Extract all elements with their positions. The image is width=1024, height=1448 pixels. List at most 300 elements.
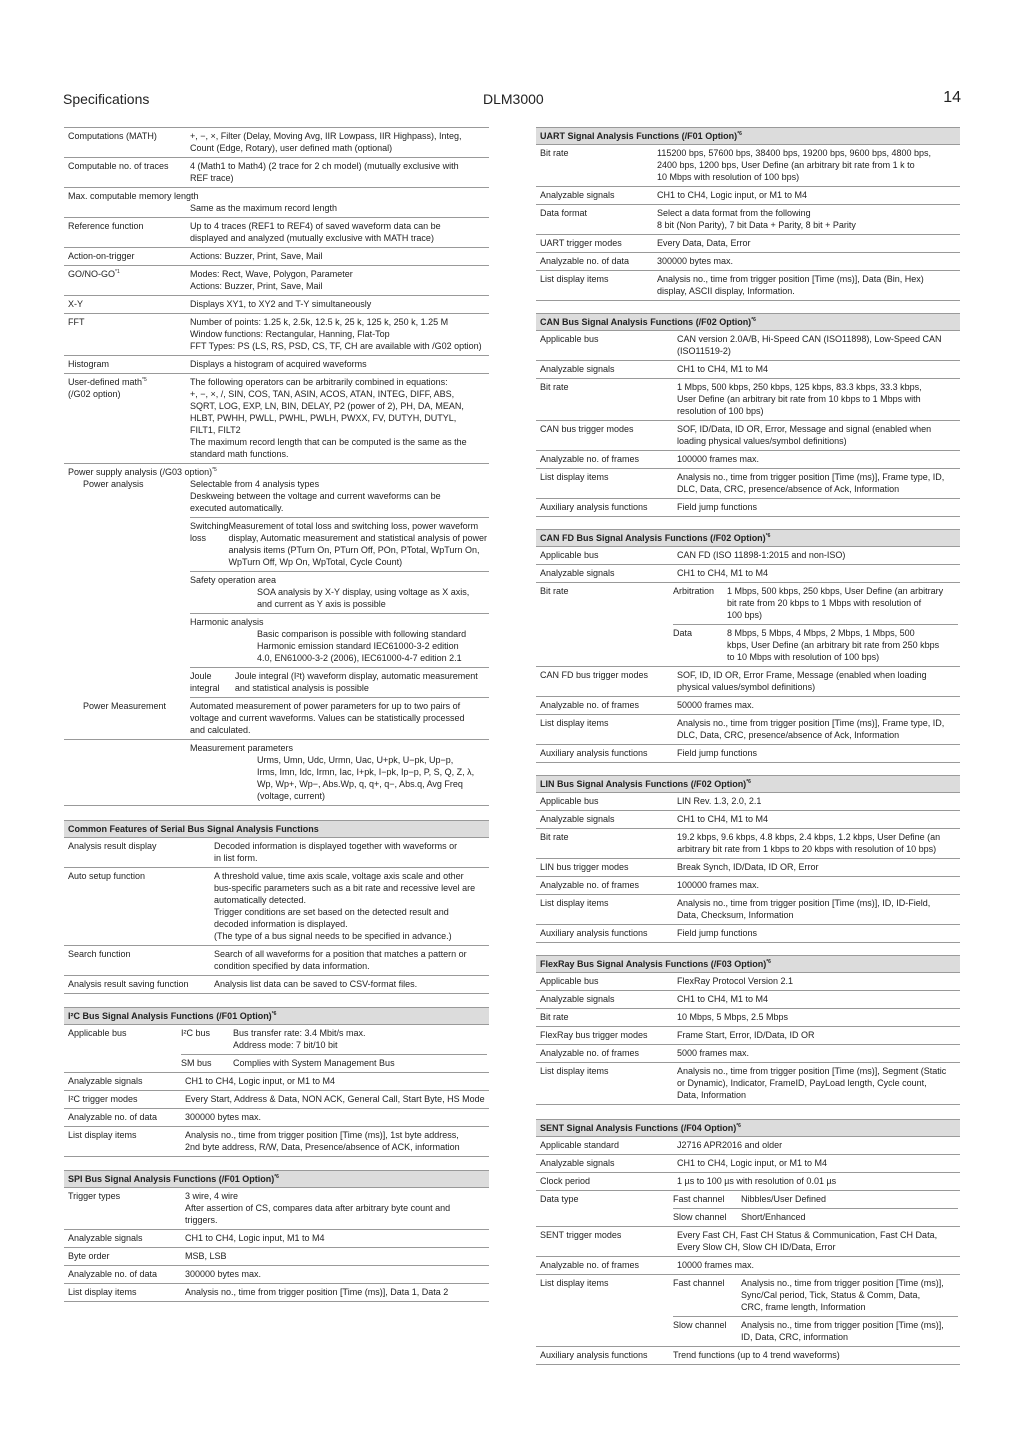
spec-row [536, 421, 960, 451]
sub-row [673, 1209, 958, 1226]
spec-key [536, 567, 677, 579]
spec-row [536, 565, 960, 583]
spec-key-text: I²C trigger modes [68, 1094, 138, 1104]
spec-key-text: List display items [540, 898, 609, 908]
spec-row [536, 253, 960, 271]
spi-section [64, 1170, 489, 1302]
spec-key-text: GO/NO-GO [68, 269, 115, 279]
spec-key [536, 333, 677, 357]
spec-value: 115200 bps, 57600 bps, 38400 bps, 19200 bps, 9600 bps, 4800 bps, 2400 bps, 1200 bps, User Define (an arbitrary bit rate from 1 k to 10 Mbps with resolution of 100 bps) [657, 148, 932, 182]
page-number: 14 [943, 89, 961, 106]
spec-row [536, 379, 960, 421]
spec-value: CAN FD (ISO 11898-1:2015 and non-ISO) [677, 550, 846, 560]
spec-key [64, 316, 190, 352]
spec-key-text: Analyzable no. of frames [540, 700, 640, 710]
power-analysis-block [64, 464, 489, 517]
harmonic-label: Harmonic analysis [190, 617, 264, 627]
left-column [64, 127, 489, 1302]
spec-key: Auxiliary analysis functions [540, 1350, 648, 1360]
spec-key [64, 1111, 185, 1123]
spec-row [64, 838, 489, 868]
spec-key-text: Auxiliary analysis functions [540, 748, 648, 758]
spec-row [64, 374, 489, 464]
spec-row [64, 356, 489, 374]
spec-value: CAN version 2.0A/B, Hi-Speed CAN (ISO11898), Low-Speed CAN (ISO11519-2) [677, 334, 942, 356]
spec-key: Max. computable memory length [68, 191, 199, 201]
spec-key [536, 189, 657, 201]
spec-key-text: Trigger types [68, 1191, 121, 1201]
spec-value: MSB, LSB [185, 1251, 227, 1261]
spec-key-text: Applicable bus [540, 550, 599, 560]
spec-key-text: Analysis result saving function [68, 979, 189, 989]
spec-value: 5000 frames max. [677, 1048, 750, 1058]
section-heading: CAN FD Bus Signal Analysis Functions (/F02 Option) [540, 533, 766, 543]
spec-row [536, 451, 960, 469]
spec-key-text: Analyzable no. of frames [540, 1048, 640, 1058]
spec-value: Every Fast CH, Fast CH Status & Communication, Fast CH Data, Every Slow CH, Slow CH ID/Data, Error [677, 1230, 938, 1252]
spec-value: Number of points: 1.25 k, 2.5k, 12.5 k, 25 k, 125 k, 250 k, 1.25 M Window functions: Rectangular, Hanning, Flat-Top FFT Types: PS (LS, RS, PSD, CS, TF, CH are available with /G02 option) [190, 317, 482, 351]
spec-value: Field jump functions [677, 928, 758, 938]
sub-value: Analysis no., time from trigger position [Time (ms)], Sync/Cal period, Tick, Status & Comm, Data, CRC, frame length, Information [741, 1278, 944, 1312]
spec-row [64, 1230, 489, 1248]
spec-key [64, 358, 190, 370]
spec-key [64, 1129, 185, 1153]
spec-key-text: X-Y [68, 299, 84, 309]
spec-key-text: Analyzable no. of data [68, 1112, 158, 1122]
spec-key [64, 298, 190, 310]
section-heading: I²C Bus Signal Analysis Functions (/F01 Option) [68, 1011, 272, 1021]
sub-row [181, 1055, 487, 1072]
spec-value: Select a data format from the following 8 bit (Non Parity), 7 bit Data + Parity, 8 bit + Parity [657, 208, 856, 230]
footnote-mark: *5 [212, 467, 217, 473]
spec-row [536, 895, 960, 925]
footnote-mark: *6 [766, 959, 771, 965]
spec-key-text: Analyzable no. of frames [540, 880, 640, 890]
spec-value: LIN Rev. 1.3, 2.0, 2.1 [677, 796, 762, 806]
computation-section [64, 127, 489, 806]
joule-label: Joule integral [190, 671, 220, 693]
sub-key: Slow channel [673, 1320, 727, 1330]
spec-row [64, 314, 489, 356]
harmonic-text: Basic comparison is possible with following standard Harmonic emission standard IEC61000-3-2 edition 4.0, EN61000-3-2 (2006), IEC61000-4-7 edition 2.1 [257, 629, 467, 663]
spec-value: 300000 bytes max. [185, 1269, 262, 1279]
sub-key: Slow channel [673, 1212, 727, 1222]
spec-value: Break Synch, ID/Data, ID OR, Error [677, 862, 819, 872]
spec-key-text: FlexRay bus trigger modes [540, 1030, 648, 1040]
spec-row [536, 925, 960, 943]
spec-key [536, 1229, 677, 1253]
spec-key-text: Applicable bus [540, 334, 599, 344]
spec-row [536, 1257, 960, 1275]
spec-value: 1 Mbps, 500 kbps, 250 kbps, 125 kbps, 83.3 kbps, 33.3 kbps, User Define (an arbitrary bit rate from 10 kbps to 1 Mbps with resolution of 100 bps) [677, 382, 922, 416]
spec-key [64, 268, 190, 292]
spec-row [64, 1248, 489, 1266]
spec-key [536, 363, 677, 375]
spec-key-text: Bit rate [540, 1012, 569, 1022]
footnote-mark: *6 [736, 1123, 741, 1129]
spec-key [536, 879, 677, 891]
spec-key [64, 1190, 185, 1226]
spec-value: Displays XY1, to XY2 and T-Y simultaneously [190, 299, 372, 309]
spec-key-text: List display items [540, 1066, 609, 1076]
sub-key: Arbitration [673, 586, 715, 596]
spec-key [536, 747, 677, 759]
spec-value: Analysis no., time from trigger position [Time (ms)], Frame type, ID, DLC, Data, CRC, presence/absence of Ack, Information [677, 718, 945, 740]
spec-value: 100000 frames max. [677, 454, 760, 464]
spec-key-text: Analyzable signals [540, 568, 615, 578]
footnote-mark: *6 [271, 1011, 277, 1017]
footnote-mark: *6 [274, 1174, 279, 1180]
sub-row [673, 583, 958, 625]
sub-key: Fast channel [673, 1278, 725, 1288]
spec-key-text: Auxiliary analysis functions [540, 502, 648, 512]
spec-key [536, 1047, 677, 1059]
spec-key-text: CAN bus trigger modes [540, 424, 634, 434]
sub-row [181, 1025, 487, 1055]
common-section [64, 820, 489, 994]
joule-text: Joule integral (I²t) waveform display, automatic measurement and statistical analysis is possible [234, 671, 478, 693]
spec-row [536, 271, 960, 301]
spec-key [536, 813, 677, 825]
spec-value: 300000 bytes max. [657, 256, 734, 266]
spec-key-text: Auto setup function [68, 871, 146, 881]
spec-value: 4 (Math1 to Math4) (2 trace for 2 ch model) (mutually exclusive with REF trace) [190, 161, 459, 183]
spec-row [536, 1009, 960, 1027]
spec-row [536, 745, 960, 763]
spec-value: Analysis no., time from trigger position [Time (ms)], Data 1, Data 2 [185, 1287, 449, 1297]
spec-value: 3 wire, 4 wire After assertion of CS, compares data after arbitrary byte count and triggers. [185, 1191, 451, 1225]
spec-value: Decoded information is displayed together with waveforms or in list form. [214, 841, 458, 863]
spec-key [536, 795, 677, 807]
sub-value: 1 Mbps, 500 kbps, 250 kbps, User Define (an arbitrary bit rate from 20 kbps to 1 Mbps with resolution of 100 bps) [727, 586, 944, 620]
spec-key [536, 549, 677, 561]
spec-key-text: Data format [540, 208, 588, 218]
spec-value: CH1 to CH4, Logic input, or M1 to M4 [657, 190, 808, 200]
spec-row [536, 331, 960, 361]
spec-row [64, 1073, 489, 1091]
spec-value: 10000 frames max. [677, 1260, 755, 1270]
spec-key-text: List display items [540, 472, 609, 482]
spec-row [64, 127, 489, 158]
spec-key-text: List display items [68, 1130, 137, 1140]
footnote-mark: *6 [765, 533, 771, 539]
spec-key-text: LIN bus trigger modes [540, 862, 629, 872]
spec-value: Modes: Rect, Wave, Polygon, Parameter Actions: Buzzer, Print, Save, Mail [190, 269, 353, 291]
spec-row [64, 946, 489, 976]
sub-key: SM bus [181, 1058, 212, 1068]
spec-key-text: Analyzable signals [540, 190, 615, 200]
spec-value: CH1 to CH4, Logic input, or M1 to M4 [677, 1158, 828, 1168]
spec-key [64, 1232, 185, 1244]
spec-row [536, 859, 960, 877]
spec-key-text: Applicable standard [540, 1140, 620, 1150]
flexray-section [536, 955, 960, 1105]
spec-key [536, 831, 677, 855]
spec-row [536, 499, 960, 517]
spec-key-text: List display items [540, 274, 609, 284]
spec-key-text: Clock period [540, 1176, 591, 1186]
right-column [536, 127, 960, 1365]
params-text: Urms, Umn, Udc, Urmn, Uac, U+pk, U−pk, Up−p, Irms, Imn, Idc, Irmn, Iac, I+pk, I−pk, Ip−p, P, S, Q, Z, λ, Wp, Wp+, Wp−, Abs.Wp, q, q+, q−, Abs.q, Avg Freq (voltage, current) [257, 755, 475, 801]
spec-row [536, 811, 960, 829]
spec-value: 1 µs to 100 µs with resolution of 0.01 µs [677, 1176, 837, 1186]
spec-key [536, 423, 677, 447]
spec-key [536, 699, 677, 711]
spec-key [536, 1157, 677, 1169]
spec-value: SOF, ID, ID OR, Error Frame, Message (enabled when loading physical values/symbol definitions) [677, 670, 927, 692]
switching-label: Switching loss [190, 521, 229, 543]
spec-key: Data type [540, 1194, 579, 1204]
spec-row [64, 1109, 489, 1127]
spec-key [536, 471, 677, 495]
spec-row [64, 266, 489, 296]
spec-value: Search of all waveforms for a position that matches a pattern or condition specified by data information. [214, 949, 467, 971]
spec-key-text: Reference function [68, 221, 144, 231]
lin-section [536, 775, 960, 943]
uart-section [536, 127, 960, 301]
spec-key [536, 501, 677, 513]
spec-row [536, 1027, 960, 1045]
spec-row [536, 1347, 960, 1365]
sub-value: Bus transfer rate: 3.4 Mbit/s max. Address mode: 7 bit/10 bit [233, 1028, 366, 1050]
spec-value: Analysis no., time from trigger position [Time (ms)], Segment (Static or Dynamic), Indicator, FrameID, PayLoad length, Cycle count, Data, Information [677, 1066, 947, 1100]
spec-value: CH1 to CH4, M1 to M4 [677, 568, 769, 578]
spec-value: 50000 frames max. [677, 700, 755, 710]
spec-row [64, 296, 489, 314]
section-heading: LIN Bus Signal Analysis Functions (/F02 Option) [540, 779, 747, 789]
spec-key-text: Bit rate [540, 148, 569, 158]
spec-key-text: Analyzable signals [68, 1076, 143, 1086]
spec-value: Analysis no., time from trigger position [Time (ms)], Data (Bin, Hex) display, ASCII display, Information. [657, 274, 924, 296]
spec-key-text: Analyzable no. of frames [540, 1260, 640, 1270]
spec-key [64, 1268, 185, 1280]
spec-row [64, 248, 489, 266]
safety-text: SOA analysis by X-Y display, using voltage as X axis, and current as Y axis is possible [257, 587, 470, 609]
safety-label: Safety operation area [190, 575, 277, 585]
spec-row [536, 145, 960, 187]
can-section [536, 313, 960, 517]
spec-key [64, 130, 190, 154]
spec-key [64, 1286, 185, 1298]
spec-row [536, 469, 960, 499]
spec-value: CH1 to CH4, M1 to M4 [677, 994, 769, 1004]
spec-key [64, 870, 214, 942]
sub-key: Fast channel [673, 1194, 725, 1204]
footnote-mark: *6 [746, 779, 751, 785]
spec-key [536, 1259, 677, 1271]
spec-key [536, 1065, 677, 1101]
spec-row [536, 793, 960, 811]
spec-key: Applicable bus [68, 1028, 127, 1038]
spec-value: Actions: Buzzer, Print, Save, Mail [190, 251, 323, 261]
spec-row [536, 667, 960, 697]
spec-key [536, 381, 677, 417]
spec-key-text: Analyzable no. of frames [540, 454, 640, 464]
spec-key-text: Computable no. of traces [68, 161, 169, 171]
spec-key [536, 897, 677, 921]
spec-key-text: CAN FD bus trigger modes [540, 670, 649, 680]
spec-value: Field jump functions [677, 748, 758, 758]
spec-key [536, 669, 677, 693]
spec-row [536, 1275, 960, 1347]
section-heading: UART Signal Analysis Functions (/F01 Option) [540, 131, 738, 141]
spec-value: CH1 to CH4, M1 to M4 [677, 364, 769, 374]
spec-row [536, 1045, 960, 1063]
spec-row [536, 205, 960, 235]
spec-row [536, 973, 960, 991]
spec-key [536, 993, 677, 1005]
spec-value: The following operators can be arbitrarily combined in equations: +, −, ×, /, SIN, COS, TAN, ASIN, ACOS, ATAN, INTEG, DIFF, ABS, SQRT, LOG, EXP, LN, BIN, DELAY, P2 (power of 2), PH, DA, MEAN, HLBT, PWHH, PWLL, PWHL, PWLH, PWXX, FV, DUTYH, DUTYL, FILT1, FILT2 The maximum record length that can be computed is the same as the standard math functions. [190, 377, 467, 459]
spec-key-text: Computations (MATH) [68, 131, 157, 141]
sent-section [536, 1119, 960, 1365]
spec-key [536, 1175, 677, 1187]
spec-row [64, 188, 489, 218]
sub-key: I²C bus [181, 1028, 211, 1038]
spec-key-sub: (/G02 option) [68, 389, 121, 399]
spec-key [64, 160, 190, 184]
page-header [63, 89, 961, 111]
spec-row [536, 187, 960, 205]
spec-key-text: FFT [68, 317, 85, 327]
spec-value: 10 Mbps, 5 Mbps, 2.5 Mbps [677, 1012, 789, 1022]
spec-value: Analysis no., time from trigger position [Time (ms)], Frame type, ID, DLC, Data, CRC, presence/absence of Ack, Information [677, 472, 945, 494]
spec-key-text: Applicable bus [540, 796, 599, 806]
spec-value: 19.2 kbps, 9.6 kbps, 4.8 kbps, 2.4 kbps, 1.2 kbps, User Define (an arbitrary bit rate from 1 kbps to 20 kbps with resolution of 10 bps) [677, 832, 941, 854]
spec-row [536, 547, 960, 565]
footnote-mark: *6 [751, 317, 756, 323]
power-measure-text: Automated measurement of power parameters for up to two pairs of voltage and current waveforms. Values can be statistically processed and calculated. [190, 701, 465, 735]
spec-row [64, 158, 489, 188]
measure-params-block [64, 740, 489, 806]
i2c-section [64, 1007, 489, 1157]
power-measure-label: Power Measurement [83, 701, 167, 711]
section-heading: CAN Bus Signal Analysis Functions (/F02 Option) [540, 317, 752, 327]
spec-key: Bit rate [540, 586, 569, 596]
spec-row [64, 698, 489, 740]
sub-row [673, 1317, 958, 1346]
spec-value: Displays a histogram of acquired waveforms [190, 359, 367, 369]
spec-key-text: Action-on-trigger [68, 251, 135, 261]
spec-key [536, 861, 677, 873]
spec-value: Analysis no., time from trigger position [Time (ms)], 1st byte address, 2nd byte address, R/W, Data, Presence/absence of ACK, information [185, 1130, 460, 1152]
spec-value: 300000 bytes max. [185, 1112, 262, 1122]
spec-value: FlexRay Protocol Version 2.1 [677, 976, 794, 986]
spec-key-text: Search function [68, 949, 131, 959]
spec-key-text: SENT trigger modes [540, 1230, 622, 1240]
sub-row [673, 1275, 958, 1317]
spec-key [536, 207, 657, 231]
spec-value: CH1 to CH4, M1 to M4 [677, 814, 769, 824]
spec-value: CH1 to CH4, Logic input, M1 to M4 [185, 1233, 325, 1243]
spec-row [536, 991, 960, 1009]
sub-row [673, 1191, 958, 1209]
params-label: Measurement parameters [190, 743, 294, 753]
spec-key [536, 1011, 677, 1023]
spec-key [536, 255, 657, 267]
sub-value: Complies with System Management Bus [233, 1058, 395, 1068]
spec-key-text: User-defined math [68, 377, 143, 387]
spec-key [64, 376, 190, 460]
spec-row [64, 1266, 489, 1284]
spec-key-text: Histogram [68, 359, 110, 369]
spec-key [536, 927, 677, 939]
spec-key-text: Analyzable signals [68, 1233, 143, 1243]
model-name: DLM3000 [483, 91, 544, 107]
spec-row [536, 1155, 960, 1173]
section-title: Specifications [63, 91, 150, 107]
power-analysis-text: Selectable from 4 analysis types Deskweing between the voltage and current waveforms can be executed automatically. [190, 479, 441, 513]
footnote-mark: *5 [142, 377, 147, 383]
spec-row [536, 1191, 960, 1227]
footnote-mark: *6 [737, 131, 742, 137]
sub-value: Analysis no., time from trigger position [Time (ms)], ID, Data, CRC, information [741, 1320, 944, 1342]
spec-key-text: Analyzable signals [540, 1158, 615, 1168]
spec-key [536, 453, 677, 465]
spec-row [536, 1173, 960, 1191]
spec-key [64, 220, 190, 244]
spec-value: Every Data, Data, Error [657, 238, 751, 248]
spec-key-text: Auxiliary analysis functions [540, 928, 648, 938]
spec-key [64, 1250, 185, 1262]
spec-row [536, 361, 960, 379]
spec-key-text: Analyzable no. of data [68, 1269, 158, 1279]
spec-row [536, 1137, 960, 1155]
spec-key [536, 147, 657, 183]
section-heading: SPI Bus Signal Analysis Functions (/F01 Option) [68, 1174, 275, 1184]
power-title: Power supply analysis (/G03 option) [68, 467, 213, 477]
spec-row [536, 877, 960, 895]
footnote-mark: *1 [115, 269, 120, 275]
spec-key [64, 1075, 185, 1087]
spec-value: Analysis list data can be saved to CSV-format files. [214, 979, 418, 989]
spec-key [64, 948, 214, 972]
spec-row [536, 715, 960, 745]
spec-key-text: Analyzable signals [540, 364, 615, 374]
spec-value: Frame Start, Error, ID/Data, ID OR [677, 1030, 815, 1040]
spec-key: List display items [540, 1278, 609, 1288]
spec-key [64, 250, 190, 262]
spec-key-text: Bit rate [540, 832, 569, 842]
spec-row [64, 1127, 489, 1157]
spec-value: Field jump functions [677, 502, 758, 512]
spec-key-text: Analyzable signals [540, 814, 615, 824]
spec-row [64, 218, 489, 248]
spec-key [64, 840, 214, 864]
spec-row [64, 976, 489, 994]
spec-value: Every Start, Address & Data, NON ACK, General Call, Start Byte, HS Mode [185, 1094, 485, 1104]
power-subtable [190, 517, 489, 698]
spec-value: A threshold value, time axis scale, voltage axis scale and other bus-specific parameters such as a bit rate and recessive level are automatically detected. Trigger conditions are set based on the detected result and decoded information is displayed. (The type of a bus signal needs to be specified in advance.) [214, 871, 476, 941]
spec-key [536, 273, 657, 297]
spec-row [536, 1063, 960, 1105]
spec-key [536, 1139, 677, 1151]
spec-key [64, 978, 214, 990]
spec-value: Analysis no., time from trigger position [Time (ms)], ID, ID-Field, Data, Checksum, Information [677, 898, 931, 920]
spec-value: Up to 4 traces (REF1 to REF4) of saved waveform data can be displayed and analyzed (mutually exclusive with MATH trace) [190, 221, 441, 243]
spec-row [64, 1091, 489, 1109]
spec-key [64, 1093, 185, 1105]
spec-row [536, 1227, 960, 1257]
spec-key-text: Bit rate [540, 382, 569, 392]
spec-value: +, −, ×, Filter (Delay, Moving Avg, IIR Lowpass, IIR Highpass), Integ, Count (Edge, Rotary), user defined math (optional) [190, 131, 462, 153]
section-heading: FlexRay Bus Signal Analysis Functions (/F03 Option) [540, 959, 767, 969]
sub-value: Short/Enhanced [741, 1212, 806, 1222]
spec-key [536, 975, 677, 987]
spec-value: Same as the maximum record length [190, 203, 338, 213]
spec-key [536, 237, 657, 249]
sub-value: Nibbles/User Defined [741, 1194, 827, 1204]
spec-row [64, 1025, 489, 1073]
